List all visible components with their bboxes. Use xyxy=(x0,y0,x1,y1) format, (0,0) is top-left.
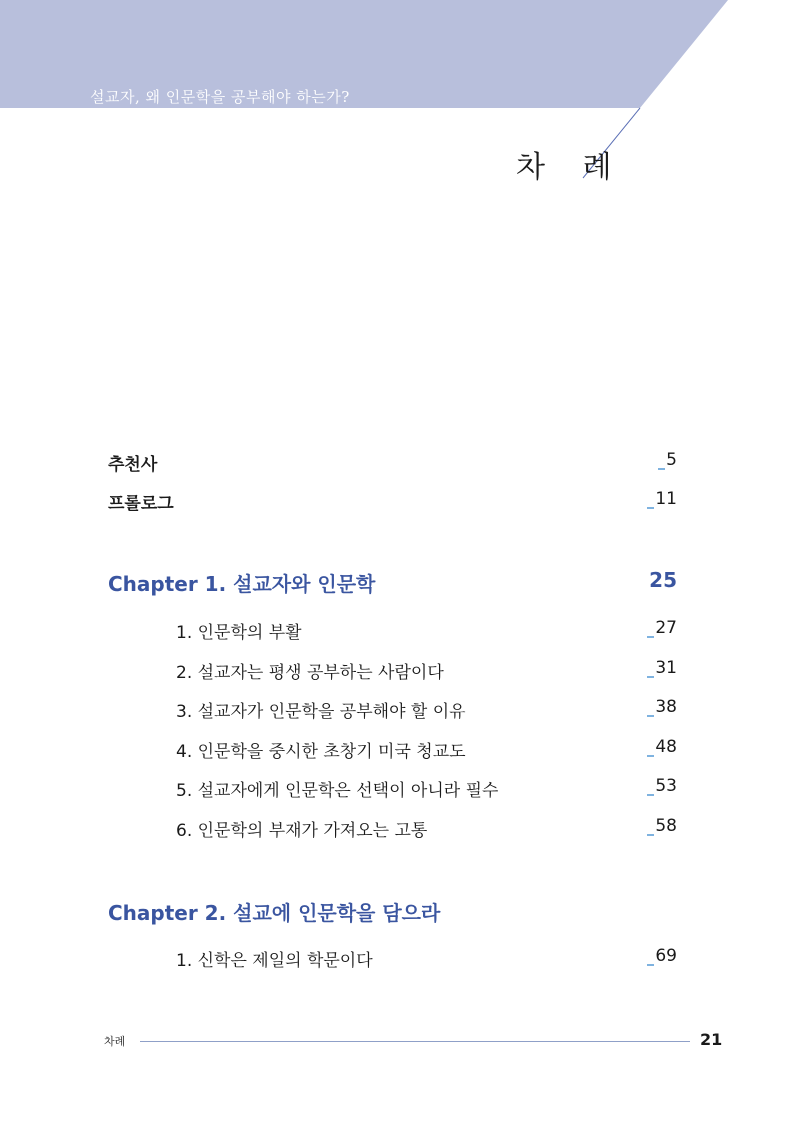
toc-entry-page-number: 69 xyxy=(655,946,677,966)
toc-entry-page-number: 48 xyxy=(655,737,677,757)
toc-entry-title: 6. 인문학의 부재가 가져오는 고통 xyxy=(176,821,428,841)
toc-entry-page-number: 58 xyxy=(655,816,677,836)
toc-entry-section[interactable] xyxy=(0,618,800,646)
toc-entry-title: 1. 신학은 제일의 학문이다 xyxy=(176,951,373,971)
page-number: 21 xyxy=(700,1030,723,1049)
toc-entry-page xyxy=(647,489,677,509)
toc-entry-page xyxy=(647,697,677,717)
toc-entry-title: 프롤로그 xyxy=(108,494,174,514)
toc-entry-page xyxy=(647,776,677,796)
page-dash xyxy=(647,676,654,678)
page-dash xyxy=(647,715,654,717)
chapter-page-number: 25 xyxy=(649,568,677,592)
toc-entry-page-number: 53 xyxy=(655,776,677,796)
page-dash xyxy=(647,964,654,966)
toc-entry-page-number: 31 xyxy=(655,658,677,678)
toc-entry-section[interactable] xyxy=(0,658,800,686)
toc-entry-title: 5. 설교자에게 인문학은 선택이 아니라 필수 xyxy=(176,781,499,801)
page-dash xyxy=(647,507,654,509)
page-dash xyxy=(658,468,665,470)
toc-entry-title: 4. 인문학을 중시한 초창기 미국 청교도 xyxy=(176,742,466,762)
toc-entry-front-matter[interactable] xyxy=(0,450,800,478)
page-dash xyxy=(647,636,654,638)
page-dash xyxy=(647,794,654,796)
footer-label: 차례 xyxy=(104,1035,126,1048)
toc-entry-section[interactable] xyxy=(0,776,800,804)
chapter-title: Chapter 1. 설교자와 인문학 xyxy=(108,572,376,596)
toc-entry-page xyxy=(647,946,677,966)
chapter-title: Chapter 2. 설교에 인문학을 담으라 xyxy=(108,901,441,925)
toc-entry-page xyxy=(647,618,677,638)
footer-rule xyxy=(140,1041,690,1042)
toc-entry-section[interactable] xyxy=(0,697,800,725)
toc-entry-title: 3. 설교자가 인문학을 공부해야 할 이유 xyxy=(176,702,466,722)
toc-entry-page-number: 38 xyxy=(655,697,677,717)
toc-title: 차 례 xyxy=(516,150,626,185)
page-dash xyxy=(647,755,654,757)
toc-entry-section[interactable] xyxy=(0,816,800,844)
toc-chapter-1[interactable] xyxy=(0,568,800,596)
toc-entry-page-number: 11 xyxy=(655,489,677,509)
toc-entry-section[interactable] xyxy=(0,946,800,974)
toc-entry-title: 1. 인문학의 부활 xyxy=(176,623,302,643)
toc-entry-page xyxy=(647,658,677,678)
toc-chapter-2[interactable] xyxy=(0,897,800,925)
toc-entry-section[interactable] xyxy=(0,737,800,765)
toc-entry-page xyxy=(647,737,677,757)
page-dash xyxy=(647,834,654,836)
toc-entry-page-number: 5 xyxy=(666,450,677,470)
toc-entry-title: 2. 설교자는 평생 공부하는 사람이다 xyxy=(176,663,444,683)
toc-entry-page xyxy=(658,450,677,470)
toc-entry-front-matter[interactable] xyxy=(0,489,800,517)
toc-entry-page-number: 27 xyxy=(655,618,677,638)
toc-entry-page xyxy=(647,816,677,836)
running-title: 설교자, 왜 인문학을 공부해야 하는가? xyxy=(90,88,350,106)
toc-entry-title: 추천사 xyxy=(108,455,158,475)
